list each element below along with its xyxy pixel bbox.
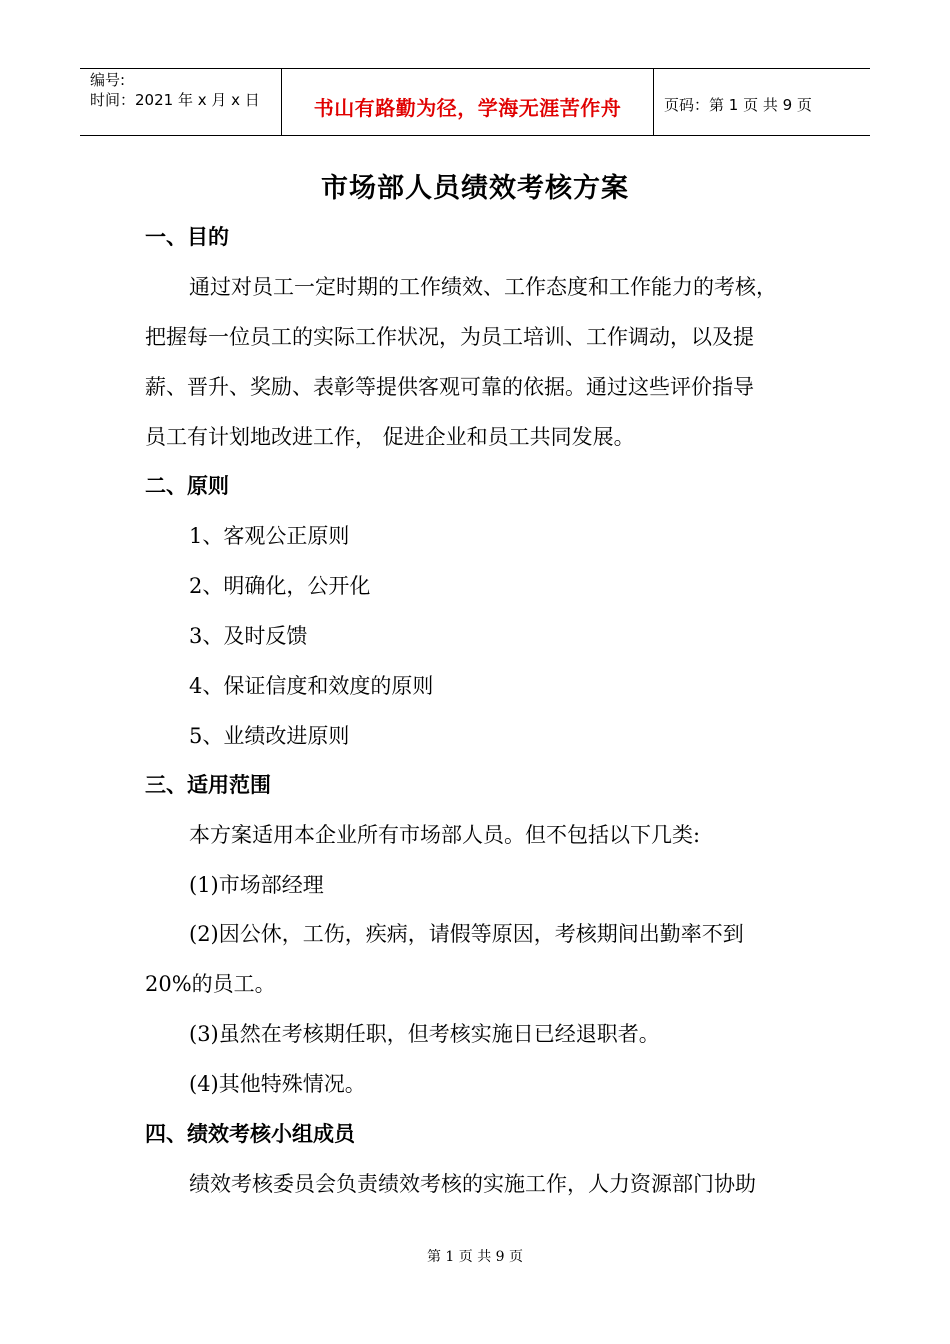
header-motto: 书山有路勤为径，学海无涯苦作舟 (313, 96, 622, 120)
list-item: (3)虽然在考核期任职，但考核实施日已经退职者。 (189, 1022, 660, 1046)
header-page-info: 页码：第 1 页 共 9 页 (664, 96, 812, 114)
header-time-label: 时间：2021 年 x 月 x 日 (90, 91, 260, 109)
list-item: 1、客观公正原则 (189, 524, 350, 548)
list-item: 4、保证信度和效度的原则 (189, 674, 434, 698)
section-heading-purpose: 一、目的 (145, 225, 229, 249)
paragraph-line: 20%的员工。 (145, 972, 276, 996)
paragraph-line: 绩效考核委员会负责绩效考核的实施工作，人力资源部门协助 (189, 1172, 756, 1196)
section-heading-scope: 三、适用范围 (145, 773, 271, 797)
paragraph-line: 把握每一位员工的实际工作状况，为员工培训、工作调动，以及提 (145, 325, 754, 349)
list-item: (4)其他特殊情况。 (189, 1072, 366, 1096)
section-heading-members: 四、绩效考核小组成员 (145, 1122, 355, 1146)
header-bottom-rule (80, 135, 870, 136)
document-title: 市场部人员绩效考核方案 (321, 173, 629, 204)
paragraph-line: 员工有计划地改进工作， 促进企业和员工共同发展。 (145, 425, 635, 449)
section-heading-principles: 二、原则 (145, 474, 229, 498)
header-number-label: 编号: (90, 71, 126, 89)
list-item: (1)市场部经理 (189, 873, 324, 897)
paragraph-line: 通过对员工一定时期的工作绩效、工作态度和工作能力的考核， (189, 275, 777, 299)
page-footer: 第 1 页 共 9 页 (426, 1249, 524, 1265)
list-item: (2)因公休，工伤，疾病，请假等原因，考核期间出勤率不到 (189, 922, 744, 946)
list-item: 2、明确化，公开化 (189, 574, 371, 598)
list-item: 3、及时反馈 (189, 624, 308, 648)
header-meta (90, 70, 260, 110)
header-divider (653, 68, 654, 135)
list-item: 5、业绩改进原则 (189, 724, 350, 748)
paragraph-line: 本方案适用本企业所有市场部人员。但不包括以下几类: (189, 823, 701, 847)
paragraph-line: 薪、晋升、奖励、表彰等提供客观可靠的依据。通过这些评价指导 (145, 375, 754, 399)
header-top-rule (80, 68, 870, 69)
